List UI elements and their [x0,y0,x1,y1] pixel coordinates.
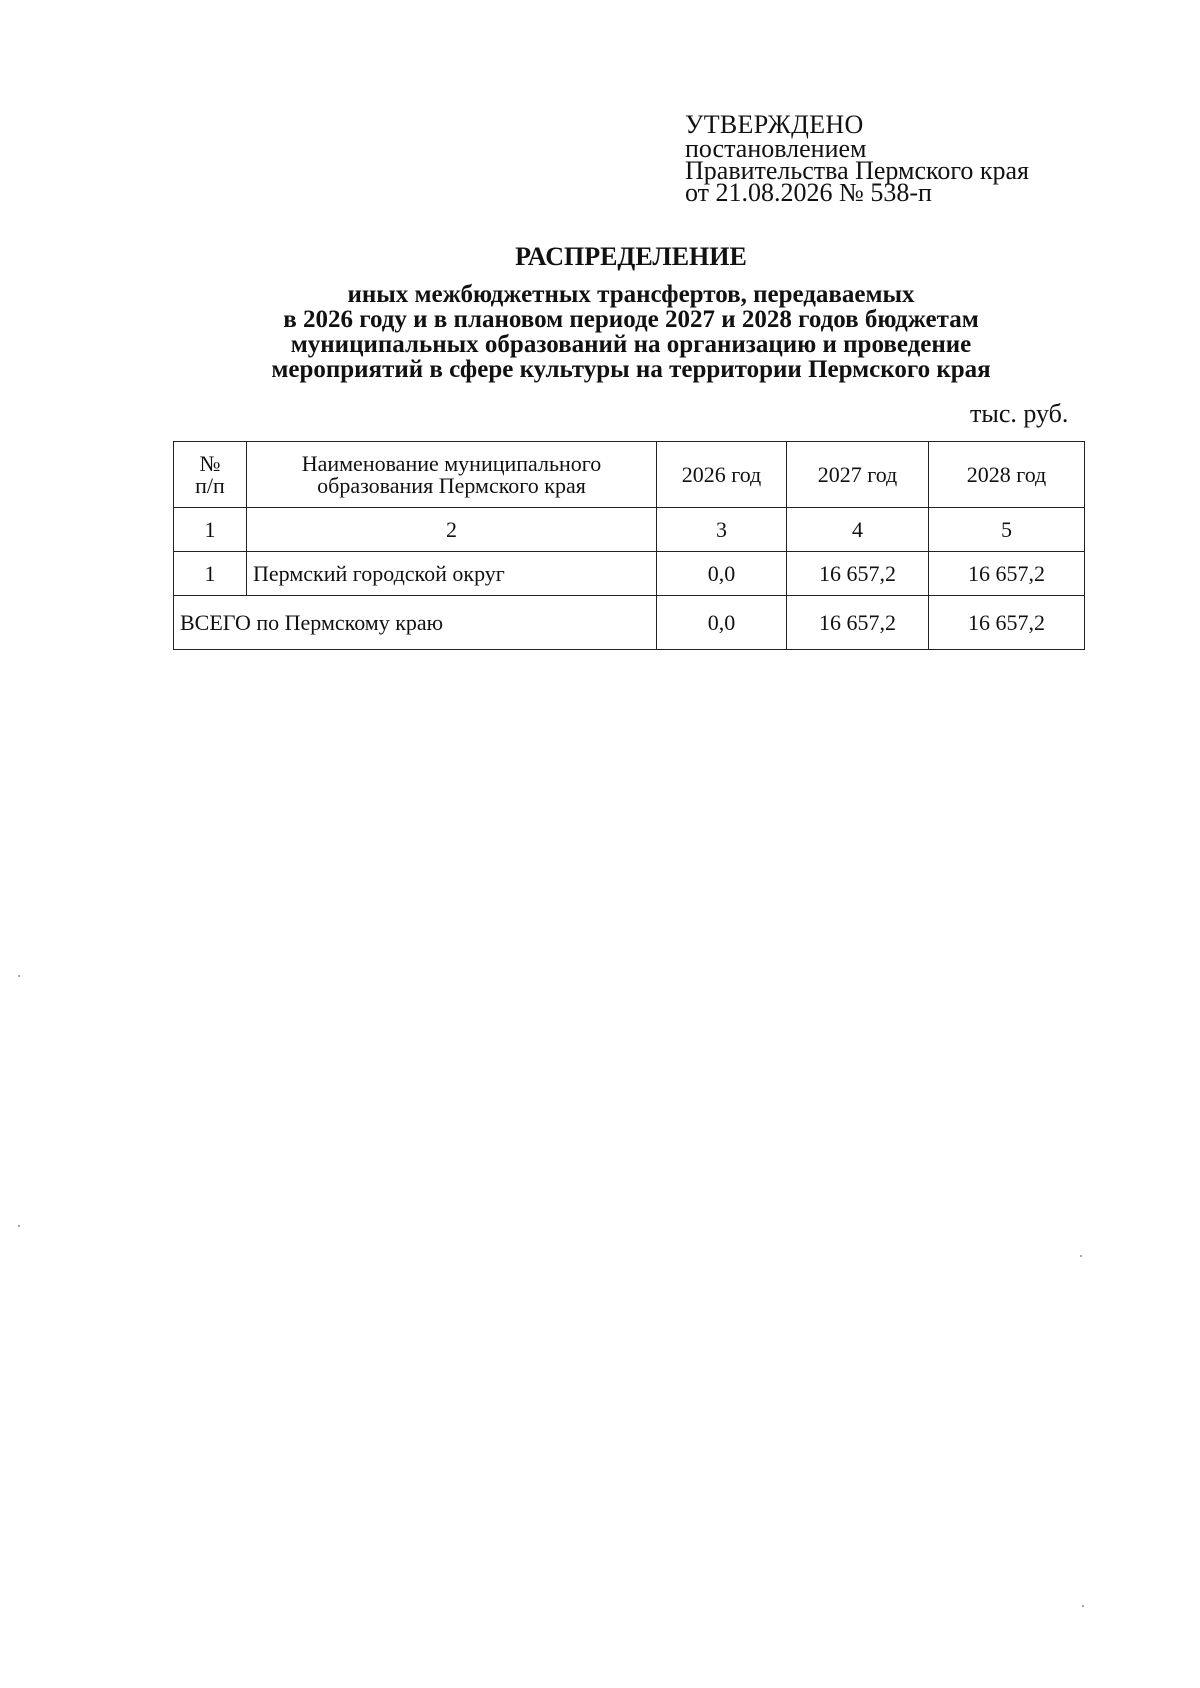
document-title: РАСПРЕДЕЛЕНИЕ [515,242,747,271]
column-number-row [174,508,1085,552]
header-number [174,442,247,508]
header-number-line-2: п/п [195,472,225,498]
subtitle-line-1: иных межбюджетных трансфертов, передаваемых [347,281,915,308]
units-label: тыс. руб. [970,399,1069,428]
subtitle-line-3: муниципальных образований на организацию и проведение [290,331,972,358]
header-number-line-1: № [199,450,221,476]
total-2028-cell: 16 657,2 [929,596,1085,650]
subtitle-line-2: в 2026 году и в плановом периоде 2027 и 2028 годов бюджетам [283,306,979,333]
column-number-cell: 4 [787,508,929,552]
header-year-2028: 2028 год [929,442,1085,508]
table-total-row [174,596,1085,650]
approved-heading: УТВЕРЖДЕНО [685,110,864,139]
column-number-cell: 5 [929,508,1085,552]
scan-speck [1082,1605,1084,1607]
table-header-row [174,442,1085,508]
approval-line-1: постановлением [685,134,867,163]
document-subtitle [0,282,1200,382]
scan-speck [1080,1255,1082,1257]
distribution-table [173,441,1085,650]
municipality-name-cell: Пермский городской округ [247,552,657,596]
header-year-2027: 2027 год [787,442,929,508]
header-name-line-2: образования Пермского края [317,472,586,498]
row-number-cell: 1 [174,552,247,596]
table-row [174,552,1085,596]
total-2026-cell: 0,0 [657,596,787,650]
header-name [247,442,657,508]
total-2027-cell: 16 657,2 [787,596,929,650]
column-number-cell: 2 [247,508,657,552]
header-name-line-1: Наименование муниципального [301,450,602,476]
approval-stamp-block [685,110,1029,207]
header-year-2026: 2026 год [657,442,787,508]
total-label-cell: ВСЕГО по Пермскому краю [174,596,657,650]
scan-speck [18,975,20,977]
approval-line-2: Правительства Пермского края [685,156,1029,185]
column-number-cell: 1 [174,508,247,552]
column-number-cell: 3 [657,508,787,552]
scan-speck [18,1225,20,1227]
value-2028-cell: 16 657,2 [929,552,1085,596]
subtitle-line-4: мероприятий в сфере культуры на территории Пермского края [271,356,991,383]
value-2026-cell: 0,0 [657,552,787,596]
value-2027-cell: 16 657,2 [787,552,929,596]
approval-line-3: от 21.08.2026 № 538-п [685,178,932,207]
